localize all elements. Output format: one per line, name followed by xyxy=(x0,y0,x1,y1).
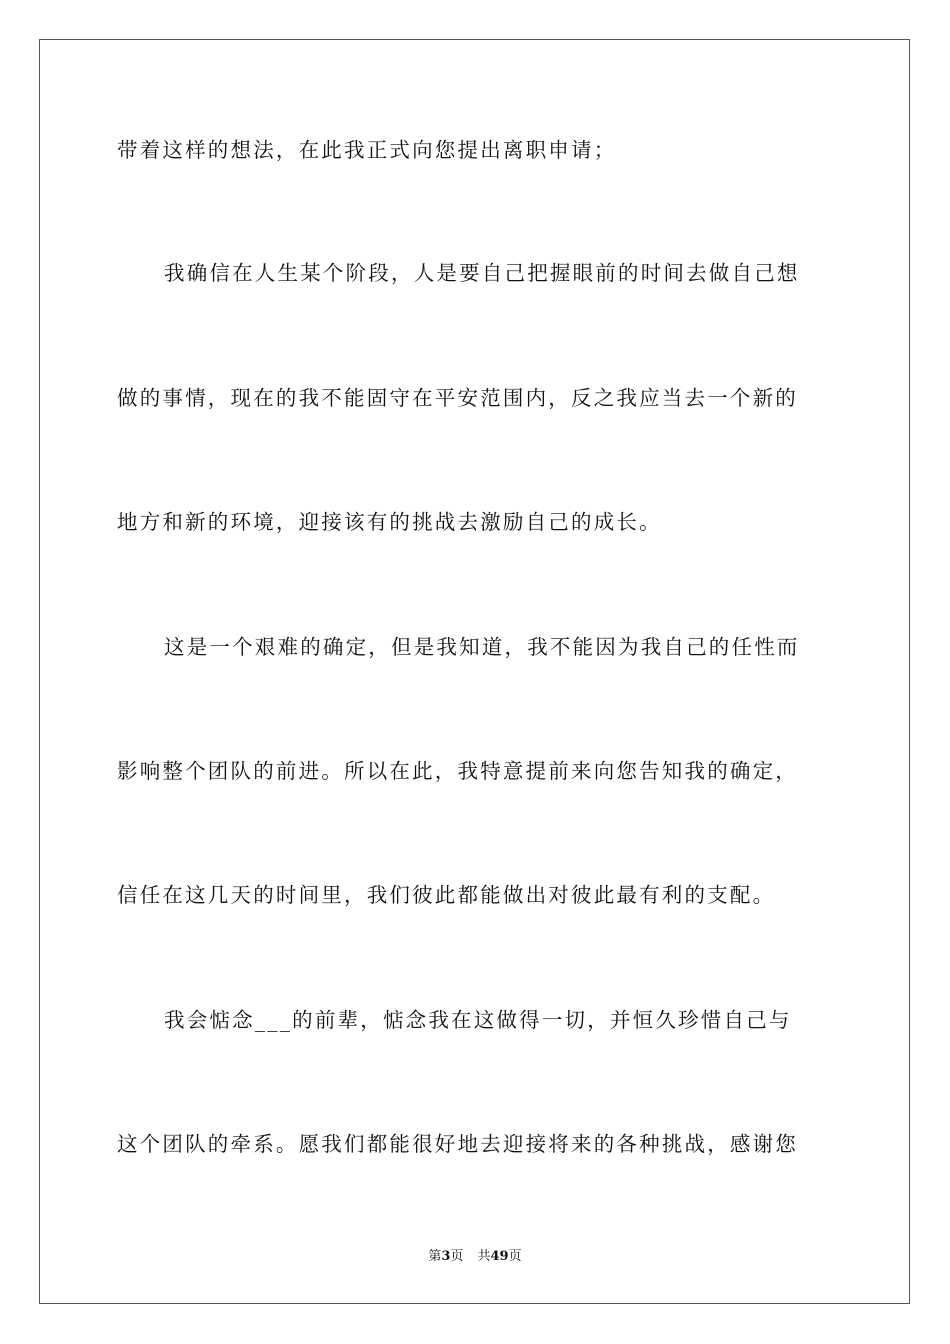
page-border xyxy=(39,39,910,1304)
body-line-6: 影响整个团队的前进。所以在此，我特意提前来向您告知我的确定， xyxy=(117,759,798,783)
body-line-1: 带着这样的想法，在此我正式向您提出离职申请； xyxy=(117,138,617,162)
body-line-3: 做的事情，现在的我不能固守在平安范围内，反之我应当去一个新的 xyxy=(117,386,798,410)
body-line-7: 信任在这几天的时间里，我们彼此都能做出对彼此最有利的支配。 xyxy=(117,883,776,907)
page-footer xyxy=(0,1248,950,1266)
page-number: 3 xyxy=(441,1249,451,1264)
body-line-2: 我确信在人生某个阶段，人是要自己把握眼前的时间去做自己想 xyxy=(164,261,800,285)
body-line-5: 这是一个艰难的确定，但是我知道，我不能因为我自己的任性而 xyxy=(164,635,800,659)
body-line-9: 这个团队的牵系。愿我们都能很好地去迎接将来的各种挑战，感谢您 xyxy=(117,1132,798,1156)
body-line-8: 我会惦念___的前辈，惦念我在这做得一切，并恒久珍惜自己与 xyxy=(164,1008,792,1032)
total-suffix: 页 xyxy=(508,1249,522,1264)
page-suffix: 页 xyxy=(450,1249,464,1264)
page-prefix: 第 xyxy=(428,1249,442,1264)
total-pages: 49 xyxy=(490,1249,509,1264)
total-prefix: 共 xyxy=(477,1249,491,1264)
body-line-4: 地方和新的环境，迎接该有的挑战去激励自己的成长。 xyxy=(117,510,662,534)
